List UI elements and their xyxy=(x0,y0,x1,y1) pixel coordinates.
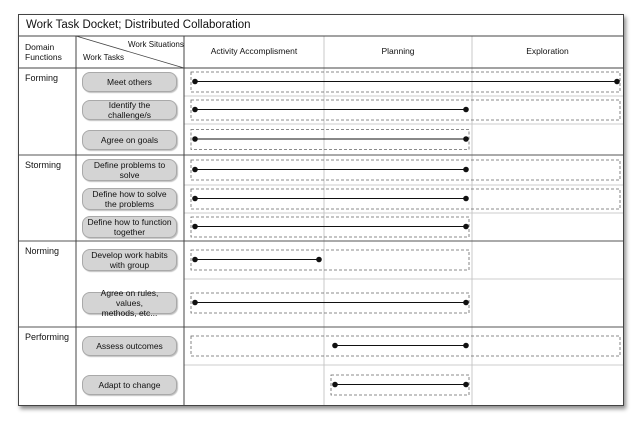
domain-label: Performing xyxy=(25,332,70,342)
work-task-label: Meet others xyxy=(107,77,152,87)
span-end-dot xyxy=(463,343,469,349)
span-start-dot xyxy=(332,382,338,388)
task-docket-diagram xyxy=(18,14,624,406)
work-task-label: Define problems to xyxy=(93,160,166,170)
work-task-pill xyxy=(82,72,177,92)
work-task-label: Develop work habits xyxy=(91,250,168,260)
span-start-dot xyxy=(192,136,198,142)
work-task-label: Agree on goals xyxy=(100,134,159,145)
work-task-label: solve xyxy=(119,170,140,180)
domain-functions-header xyxy=(25,42,62,62)
span-end-dot xyxy=(316,257,322,263)
work-task-pill xyxy=(82,188,177,210)
span-start-dot xyxy=(332,343,338,349)
situation-header: Planning xyxy=(381,46,415,56)
span-end-dot xyxy=(463,300,469,306)
span-end-dot xyxy=(463,107,469,113)
span-start-dot xyxy=(192,79,198,85)
work-task-label: Define how to solve xyxy=(92,189,167,199)
span-end-dot xyxy=(614,79,620,85)
span-start-dot xyxy=(192,167,198,173)
span-start-dot xyxy=(192,257,198,263)
work-task-label: Define how to function xyxy=(87,217,172,227)
span-start-dot xyxy=(192,224,198,230)
work-situations-header: Work Situations xyxy=(128,40,184,49)
domain-label: Storming xyxy=(25,160,62,170)
span-start-dot xyxy=(192,300,198,306)
span-start-dot xyxy=(192,107,198,113)
span-end-dot xyxy=(463,196,469,202)
span-end-dot xyxy=(463,136,469,142)
work-task-pill xyxy=(82,159,177,181)
domain-label: Norming xyxy=(25,246,60,256)
span-end-dot xyxy=(463,224,469,230)
diagram-title: Work Task Docket; Distributed Collaboration xyxy=(26,19,251,31)
span-start-dot xyxy=(192,196,198,202)
work-task-label: with group xyxy=(109,260,150,270)
work-task-pill xyxy=(82,288,177,318)
work-task-pill xyxy=(82,336,177,356)
work-task-pill xyxy=(82,100,177,120)
span-end-dot xyxy=(463,382,469,388)
work-task-label: together xyxy=(113,227,146,237)
work-task-label: the problems xyxy=(104,199,155,209)
work-task-pill xyxy=(82,216,177,238)
work-task-pill xyxy=(82,130,177,150)
work-task-label: Identify the challenge/s xyxy=(107,100,151,120)
domain-label: Forming xyxy=(25,73,59,83)
work-task-pill xyxy=(82,249,177,271)
domain-functions-line: Domain xyxy=(25,42,55,52)
work-task-label: Assess outcomes xyxy=(96,341,163,351)
domain-functions-line: Functions xyxy=(25,52,62,62)
work-task-label: methods, etc... xyxy=(101,308,158,318)
span-end-dot xyxy=(463,167,469,173)
work-task-pill xyxy=(82,375,177,395)
work-task-label: Agree on rules, values, xyxy=(100,288,159,308)
situation-header: Activity Accomplisment xyxy=(210,46,298,56)
work-tasks-header: Work Tasks xyxy=(83,53,125,62)
work-task-label: Adapt to change xyxy=(98,380,161,390)
situation-header: Exploration xyxy=(526,46,569,56)
